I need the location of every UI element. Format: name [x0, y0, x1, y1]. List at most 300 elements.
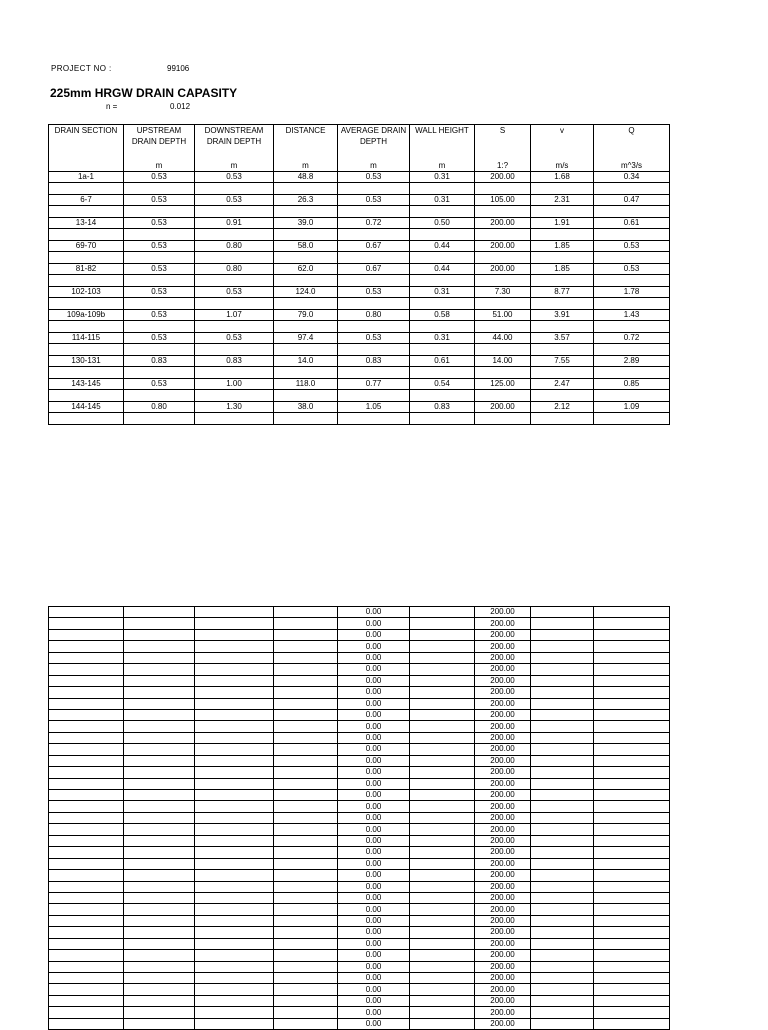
table-cell: 0.53 [338, 333, 410, 344]
table-cell: 200.00 [475, 652, 531, 663]
table-cell: 0.00 [338, 732, 410, 743]
table-cell [594, 1007, 670, 1018]
table-cell: 58.0 [274, 241, 338, 252]
table-cell-empty [274, 206, 338, 218]
table-cell [49, 961, 124, 972]
table-cell-empty [338, 229, 410, 241]
table-cell [274, 790, 338, 801]
table-cell: 1.43 [594, 310, 670, 321]
table-row [49, 721, 670, 732]
table-cell: 130-131 [49, 356, 124, 367]
table-cell [124, 721, 195, 732]
table-cell [274, 629, 338, 640]
table-cell: 0.53 [124, 379, 195, 390]
table-cell: 0.85 [594, 379, 670, 390]
table-cell [124, 664, 195, 675]
table-cell: 1.07 [195, 310, 274, 321]
table-cell [594, 675, 670, 686]
table-cell [410, 744, 475, 755]
table-cell: 200.00 [475, 618, 531, 629]
table-cell-empty [49, 344, 124, 356]
table-cell: 0.00 [338, 812, 410, 823]
table-cell: 200.00 [475, 172, 531, 183]
table-cell: 0.00 [338, 1018, 410, 1029]
table-cell [195, 973, 274, 984]
table-cell-empty [338, 390, 410, 402]
table-cell [531, 995, 594, 1006]
table-cell-empty [124, 206, 195, 218]
table-cell: 1.91 [531, 218, 594, 229]
table-cell: 0.44 [410, 264, 475, 275]
table-row [49, 1007, 670, 1018]
table-cell-empty [410, 413, 475, 425]
table-cell-empty [475, 252, 531, 264]
table-cell [49, 1007, 124, 1018]
table-cell [124, 641, 195, 652]
table-cell [49, 904, 124, 915]
table-cell-empty [195, 206, 274, 218]
table-spacer-row [49, 413, 670, 425]
table-cell [124, 618, 195, 629]
table-cell: 200.00 [475, 995, 531, 1006]
table-cell-empty [274, 367, 338, 379]
table-cell: 3.91 [531, 310, 594, 321]
table-cell [594, 870, 670, 881]
table-cell-empty [124, 413, 195, 425]
table-cell [594, 790, 670, 801]
table-cell [49, 984, 124, 995]
table-cell: 0.00 [338, 755, 410, 766]
table-cell [195, 709, 274, 720]
table-cell: 3.57 [531, 333, 594, 344]
table-cell [274, 881, 338, 892]
table-cell-empty [475, 413, 531, 425]
table-cell [594, 709, 670, 720]
table-spacer-row [49, 252, 670, 264]
project-number-value: 99106 [167, 64, 190, 73]
table-cell-empty [410, 321, 475, 333]
table-cell [195, 881, 274, 892]
table-cell: 0.00 [338, 675, 410, 686]
table-cell: 0.00 [338, 973, 410, 984]
table-row [49, 195, 670, 206]
table-cell-empty [274, 183, 338, 195]
table-row [49, 915, 670, 926]
table-cell: 200.00 [475, 1018, 531, 1029]
table-cell [410, 870, 475, 881]
table-row [49, 904, 670, 915]
table-cell [594, 961, 670, 972]
table-cell-empty [195, 275, 274, 287]
table-cell [49, 687, 124, 698]
table-row [49, 652, 670, 663]
table-cell: 1.30 [195, 402, 274, 413]
table-cell [124, 755, 195, 766]
table-cell [274, 755, 338, 766]
table-cell: 102-103 [49, 287, 124, 298]
table-cell: 7.55 [531, 356, 594, 367]
column-unit: m [274, 161, 338, 172]
table-spacer-row [49, 298, 670, 310]
table-cell [49, 858, 124, 869]
table-cell [531, 618, 594, 629]
table-cell [594, 687, 670, 698]
table-cell [195, 767, 274, 778]
table-cell [195, 961, 274, 972]
table-cell-empty [124, 252, 195, 264]
table-cell [531, 824, 594, 835]
table-cell: 0.54 [410, 379, 475, 390]
table-cell [274, 915, 338, 926]
table-cell: 1.85 [531, 241, 594, 252]
table-cell [410, 892, 475, 903]
table-cell-empty [49, 252, 124, 264]
table-cell-empty [274, 390, 338, 402]
table-cell: 0.72 [594, 333, 670, 344]
table-cell: 0.53 [594, 264, 670, 275]
table-cell-empty [124, 367, 195, 379]
table-row [49, 698, 670, 709]
table-cell: 0.00 [338, 870, 410, 881]
table-cell: 109a-109b [49, 310, 124, 321]
table-cell: 0.53 [195, 287, 274, 298]
table-cell [531, 892, 594, 903]
table-cell: 0.83 [338, 356, 410, 367]
table-cell: 0.00 [338, 938, 410, 949]
table-cell-empty [410, 298, 475, 310]
table-cell-empty [594, 252, 670, 264]
table-cell [49, 892, 124, 903]
table-cell [594, 858, 670, 869]
table-cell [195, 858, 274, 869]
table-cell-empty [49, 183, 124, 195]
table-cell: 6-7 [49, 195, 124, 206]
table-cell: 0.00 [338, 629, 410, 640]
table-cell [124, 961, 195, 972]
table-cell [195, 744, 274, 755]
table-cell: 0.00 [338, 698, 410, 709]
table-cell: 0.31 [410, 333, 475, 344]
table-cell [410, 698, 475, 709]
table-cell [410, 607, 475, 618]
table-cell [410, 778, 475, 789]
table-cell [531, 961, 594, 972]
table-cell: 0.00 [338, 607, 410, 618]
table-cell: 13-14 [49, 218, 124, 229]
table-row [49, 218, 670, 229]
table-row [49, 984, 670, 995]
table-cell [49, 847, 124, 858]
table-cell: 200.00 [475, 801, 531, 812]
table-cell-empty [124, 390, 195, 402]
table-cell [274, 687, 338, 698]
table-cell: 0.61 [410, 356, 475, 367]
table-cell-empty [531, 183, 594, 195]
table-cell: 1a-1 [49, 172, 124, 183]
table-cell [124, 801, 195, 812]
table-cell [195, 675, 274, 686]
table-cell: 200.00 [475, 218, 531, 229]
table-cell [124, 950, 195, 961]
table-cell [274, 870, 338, 881]
table-cell [410, 938, 475, 949]
table-cell-empty [531, 344, 594, 356]
table-cell [124, 767, 195, 778]
table-cell [274, 847, 338, 858]
table-cell-empty [274, 321, 338, 333]
table-cell [531, 629, 594, 640]
table-cell [531, 984, 594, 995]
table-cell: 38.0 [274, 402, 338, 413]
table-cell-empty [410, 252, 475, 264]
table-cell [195, 641, 274, 652]
table-row [49, 709, 670, 720]
table-body [49, 172, 670, 425]
table-cell [274, 938, 338, 949]
table-cell [531, 790, 594, 801]
table-cell: 1.00 [195, 379, 274, 390]
table-cell [594, 847, 670, 858]
table-cell-empty [531, 206, 594, 218]
table-cell [124, 732, 195, 743]
table-cell [49, 835, 124, 846]
table-cell [274, 835, 338, 846]
table-cell-empty [49, 298, 124, 310]
table-cell: 7.30 [475, 287, 531, 298]
table-cell [195, 1007, 274, 1018]
table-cell: 0.80 [195, 264, 274, 275]
table-cell: 200.00 [475, 984, 531, 995]
table-cell: 0.44 [410, 241, 475, 252]
table-cell [410, 858, 475, 869]
column-unit: m^3/s [594, 161, 670, 172]
table-cell [49, 767, 124, 778]
table-cell-empty [195, 344, 274, 356]
table-cell [531, 938, 594, 949]
table-cell [49, 790, 124, 801]
table-cell-empty [594, 390, 670, 402]
table-cell: 0.34 [594, 172, 670, 183]
table-cell [531, 801, 594, 812]
table-cell: 0.00 [338, 1007, 410, 1018]
column-unit: m [338, 161, 410, 172]
table-cell-empty [124, 344, 195, 356]
table-cell [195, 824, 274, 835]
table-cell: 0.00 [338, 767, 410, 778]
table-cell [410, 709, 475, 720]
table-cell: 0.00 [338, 824, 410, 835]
table-cell [124, 892, 195, 903]
table-row [49, 607, 670, 618]
table-cell: 0.53 [124, 264, 195, 275]
table-cell-empty [49, 321, 124, 333]
table-cell [124, 675, 195, 686]
table-cell [531, 641, 594, 652]
table-cell [594, 938, 670, 949]
table-cell [124, 938, 195, 949]
table-cell [594, 607, 670, 618]
table-row [49, 629, 670, 640]
table-cell-empty [49, 413, 124, 425]
table-cell: 0.91 [195, 218, 274, 229]
manning-n-label: n = [106, 102, 118, 111]
table-cell [124, 1007, 195, 1018]
table-row [49, 824, 670, 835]
table-cell [49, 973, 124, 984]
table-row [49, 402, 670, 413]
table-cell: 0.00 [338, 858, 410, 869]
table-cell [594, 995, 670, 1006]
table-cell-empty [531, 252, 594, 264]
table-cell: 0.53 [124, 333, 195, 344]
table-cell [410, 973, 475, 984]
table-cell: 97.4 [274, 333, 338, 344]
table-cell [410, 732, 475, 743]
table-cell [410, 790, 475, 801]
table-cell: 200.00 [475, 607, 531, 618]
table-cell: 0.00 [338, 744, 410, 755]
table-cell-empty [274, 252, 338, 264]
table-row [49, 950, 670, 961]
table-cell: 14.00 [475, 356, 531, 367]
table-cell [410, 812, 475, 823]
table-cell [531, 675, 594, 686]
table-cell [274, 961, 338, 972]
table-cell: 114-115 [49, 333, 124, 344]
table-row [49, 333, 670, 344]
table-cell-empty [594, 344, 670, 356]
table-cell [124, 915, 195, 926]
table-cell [195, 629, 274, 640]
table-cell: 0.83 [124, 356, 195, 367]
table-cell [531, 698, 594, 709]
table-cell-empty [338, 344, 410, 356]
table-cell [195, 618, 274, 629]
table-cell-empty [274, 344, 338, 356]
table-cell: 2.89 [594, 356, 670, 367]
table-cell: 44.00 [475, 333, 531, 344]
table-cell [124, 812, 195, 823]
table-cell [594, 812, 670, 823]
table-cell: 26.3 [274, 195, 338, 206]
table-cell: 200.00 [475, 858, 531, 869]
table-cell: 144-145 [49, 402, 124, 413]
table-cell: 200.00 [475, 241, 531, 252]
table-cell [410, 1007, 475, 1018]
table-cell [531, 755, 594, 766]
table-cell-empty [338, 206, 410, 218]
table-cell [410, 664, 475, 675]
table-cell-empty [195, 367, 274, 379]
table-cell [594, 801, 670, 812]
table-cell: 200.00 [475, 870, 531, 881]
table-cell-empty [338, 252, 410, 264]
table-cell: 200.00 [475, 1007, 531, 1018]
table-cell-empty [274, 413, 338, 425]
table-row [49, 812, 670, 823]
table-cell [410, 801, 475, 812]
table-cell [49, 881, 124, 892]
table-cell [531, 664, 594, 675]
table-cell: 200.00 [475, 824, 531, 835]
table-cell: 0.61 [594, 218, 670, 229]
table-cell [410, 652, 475, 663]
table-cell [410, 721, 475, 732]
table-row [49, 755, 670, 766]
table-cell [49, 721, 124, 732]
column-header: v [531, 125, 594, 162]
table-cell [531, 870, 594, 881]
table-cell [49, 915, 124, 926]
table-cell-empty [475, 229, 531, 241]
table-cell [274, 618, 338, 629]
table-cell [274, 709, 338, 720]
table-cell-empty [410, 344, 475, 356]
table-row [49, 801, 670, 812]
table-cell [195, 927, 274, 938]
table-cell [274, 904, 338, 915]
table-cell [410, 675, 475, 686]
table-cell [49, 709, 124, 720]
table-cell [195, 904, 274, 915]
table-cell [274, 995, 338, 1006]
table-cell [49, 801, 124, 812]
column-header: UPSTREAM DRAIN DEPTH [124, 125, 195, 162]
table-cell [49, 812, 124, 823]
table-cell-empty [594, 229, 670, 241]
table-cell-empty [531, 390, 594, 402]
column-header: S [475, 125, 531, 162]
table-cell [195, 664, 274, 675]
table-cell-empty [195, 252, 274, 264]
table-cell: 0.72 [338, 218, 410, 229]
table-cell [531, 687, 594, 698]
table-cell: 0.00 [338, 915, 410, 926]
table-cell [531, 915, 594, 926]
table-cell: 0.00 [338, 641, 410, 652]
table-cell-empty [531, 298, 594, 310]
table-cell [49, 618, 124, 629]
table-cell: 8.77 [531, 287, 594, 298]
table-cell-empty [475, 321, 531, 333]
table-cell [274, 927, 338, 938]
table-cell: 2.31 [531, 195, 594, 206]
table-cell [124, 847, 195, 858]
table-cell [195, 698, 274, 709]
drain-capacity-table [48, 124, 670, 425]
table-cell [531, 835, 594, 846]
table-cell [49, 607, 124, 618]
table-cell [124, 881, 195, 892]
table-cell [274, 778, 338, 789]
table-cell [594, 835, 670, 846]
table-cell [410, 629, 475, 640]
column-unit: 1:? [475, 161, 531, 172]
table-cell [410, 904, 475, 915]
table-cell: 0.00 [338, 778, 410, 789]
table-cell [531, 732, 594, 743]
table-cell-empty [594, 298, 670, 310]
table-cell [594, 767, 670, 778]
table-cell-empty [49, 275, 124, 287]
table-cell: 200.00 [475, 892, 531, 903]
table-cell [124, 927, 195, 938]
table-cell: 0.53 [124, 195, 195, 206]
table-cell-empty [195, 321, 274, 333]
table-cell: 0.00 [338, 950, 410, 961]
table-cell: 0.53 [124, 172, 195, 183]
table-cell [49, 824, 124, 835]
